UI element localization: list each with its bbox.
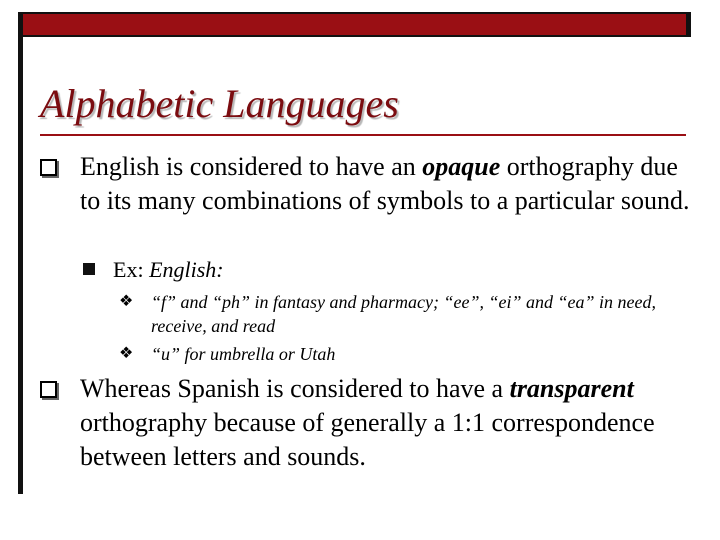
slide-title: Alphabetic Languages xyxy=(40,81,399,126)
frame-left-bar xyxy=(18,12,23,494)
bullet-text xyxy=(80,372,690,474)
frame-top-accent xyxy=(22,14,686,35)
emphasis-opaque: opaque xyxy=(422,152,501,181)
title-divider xyxy=(40,134,686,136)
bullet-text-post: orthography because of generally a 1:1 correspondence between letters and sounds. xyxy=(80,408,655,471)
sub-sub-bullet-text: “u” for umbrella or Utah xyxy=(151,344,336,364)
bullet-text-post: orthography due to its many combinations of symbols to a particular sound. xyxy=(80,152,690,215)
hollow-square-icon xyxy=(40,159,57,176)
filled-square-icon xyxy=(83,263,95,275)
bullet-text-pre: English is considered to have an xyxy=(80,152,423,181)
sub-bullet-text xyxy=(113,256,224,284)
diamond-v-icon: ❖ xyxy=(119,293,134,310)
sub-bullet-emphasis: English: xyxy=(149,257,224,282)
hollow-square-icon xyxy=(40,381,57,398)
bullet-text-pre: Whereas Spanish is considered to have a xyxy=(80,374,510,403)
sub-sub-bullet-text: “f” and “ph” in fantasy and pharmacy; “ee”, “ei” and “ea” in need, receive, and read xyxy=(151,292,657,336)
bullet-text xyxy=(80,150,690,218)
emphasis-transparent: transparent xyxy=(509,374,634,403)
sub-bullet-label: Ex: xyxy=(113,257,150,282)
diamond-v-icon: ❖ xyxy=(119,345,134,362)
